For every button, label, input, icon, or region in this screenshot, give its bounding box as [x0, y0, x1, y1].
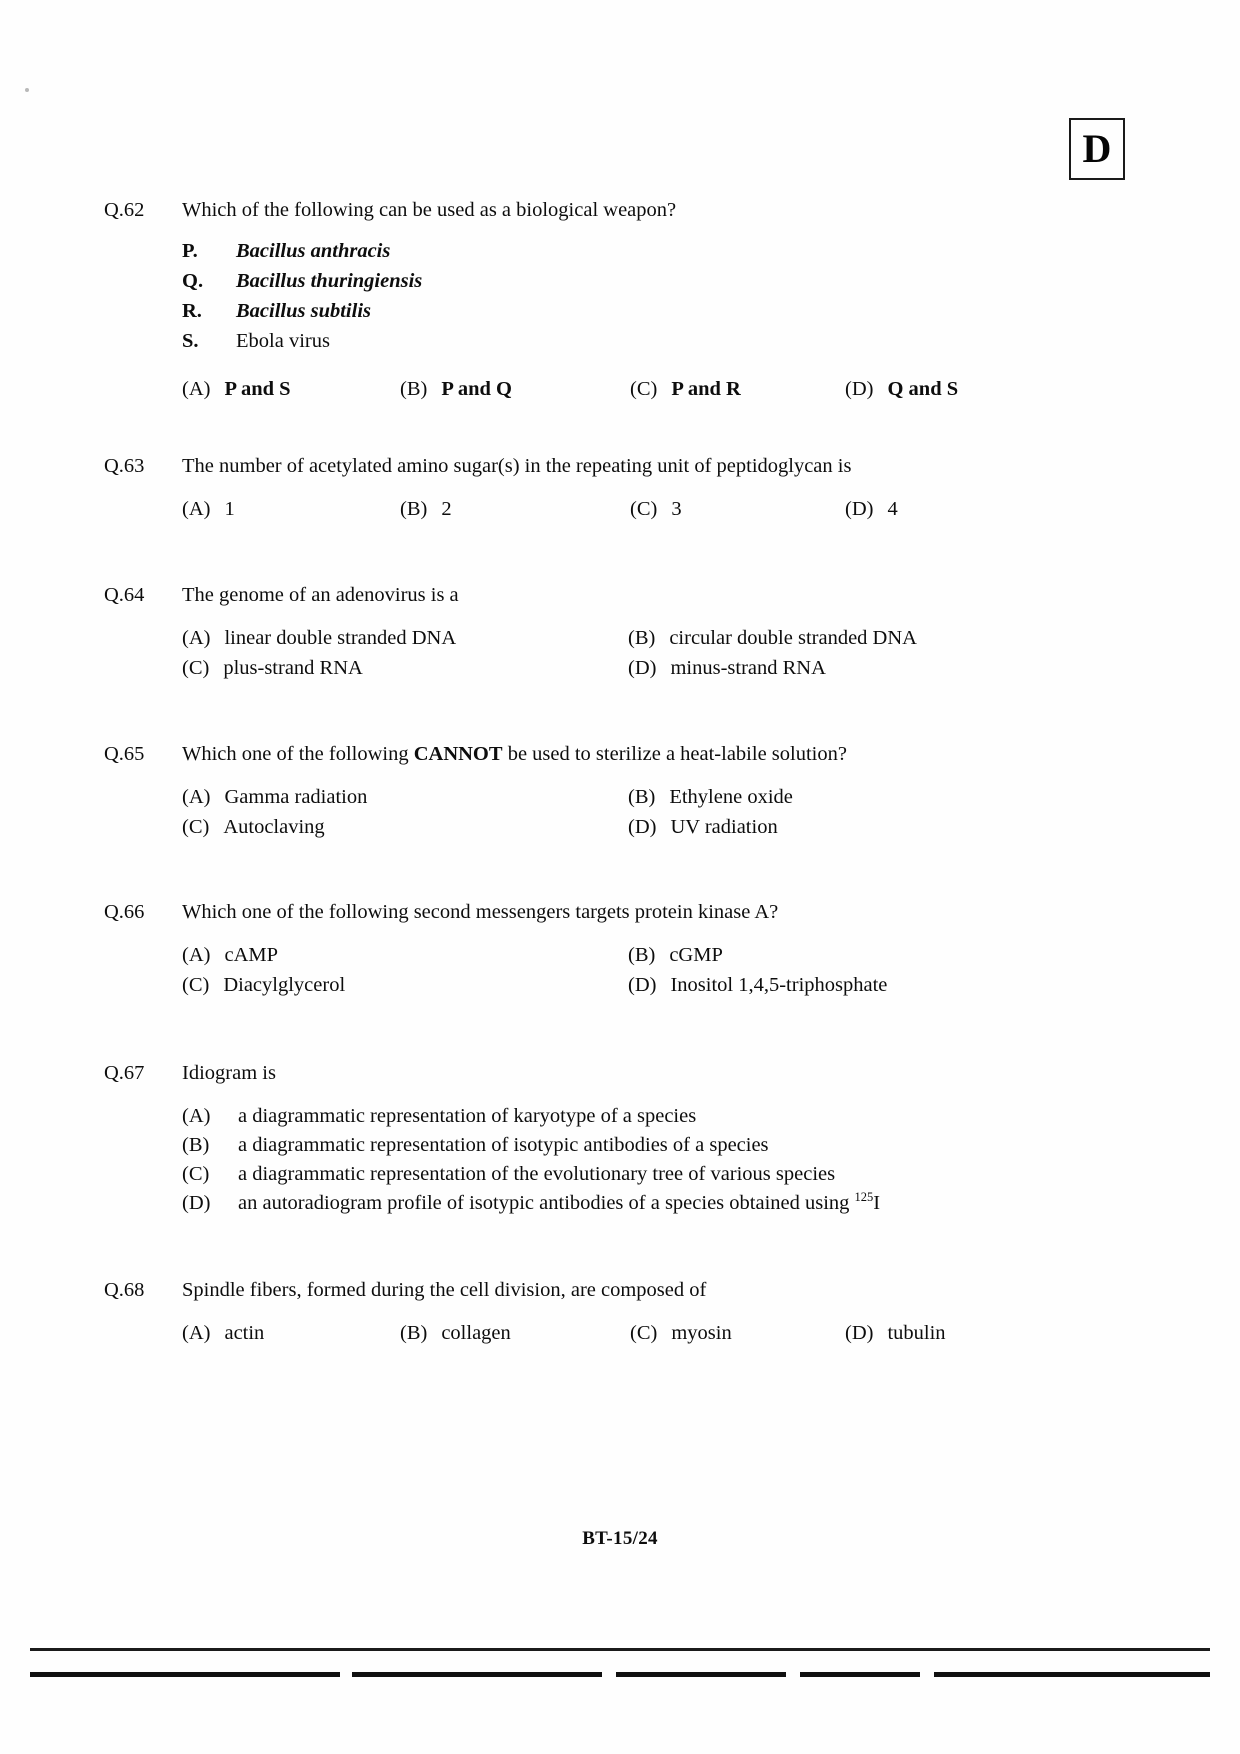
option-a[interactable] — [182, 498, 400, 521]
option-d[interactable] — [182, 1192, 1104, 1221]
scan-edge-bar — [352, 1672, 602, 1677]
option-grid — [182, 627, 1104, 687]
option-a[interactable] — [182, 627, 628, 650]
option-value: 4 — [887, 498, 898, 520]
stem-item — [182, 300, 1104, 330]
option-value: linear double stranded DNA — [224, 627, 457, 649]
option-key: (C) — [630, 378, 658, 400]
question-text: Which one of the following second messengers targets protein kinase A? — [182, 901, 779, 923]
option-key: (D) — [845, 498, 874, 520]
option-key: (A) — [182, 627, 211, 649]
option-d[interactable] — [845, 378, 1045, 401]
option-value: Inositol 1,4,5-triphosphate — [670, 974, 888, 996]
option-value: UV radiation — [670, 816, 778, 838]
option-row — [182, 627, 1104, 657]
stem-item-key: R. — [182, 300, 202, 322]
option-value: Autoclaving — [223, 816, 325, 838]
option-a[interactable] — [182, 1322, 400, 1345]
option-value: minus-strand RNA — [670, 657, 826, 679]
stem-item-value: Bacillus thuringiensis — [236, 270, 423, 292]
option-c[interactable] — [630, 378, 845, 401]
question-block-65 — [104, 740, 1104, 846]
option-value: circular double stranded DNA — [669, 627, 917, 649]
question-text: Idiogram is — [182, 1062, 276, 1084]
option-b[interactable] — [400, 378, 630, 401]
option-d[interactable] — [845, 1322, 1045, 1345]
option-grid — [182, 786, 1104, 846]
option-key: (D) — [182, 1192, 211, 1214]
option-key: (B) — [400, 1322, 428, 1344]
stem-item-key: S. — [182, 330, 199, 352]
question-text — [182, 740, 1104, 768]
scan-edge-bar — [800, 1672, 920, 1677]
option-c[interactable] — [630, 498, 845, 521]
option-key: (D) — [628, 816, 657, 838]
stem-item — [182, 240, 1104, 270]
option-value: P and Q — [441, 378, 512, 400]
option-key: (A) — [182, 786, 211, 808]
question-stem — [104, 581, 1104, 609]
option-value: Ethylene oxide — [669, 786, 793, 808]
option-key: (B) — [628, 786, 656, 808]
option-value: 3 — [671, 498, 682, 520]
option-value: P and R — [671, 378, 741, 400]
scan-edge-rule — [30, 1648, 1210, 1651]
stem-item-value: Ebola virus — [236, 330, 330, 352]
stem-item — [182, 330, 1104, 360]
scan-edge-bar — [616, 1672, 786, 1677]
option-b[interactable] — [628, 944, 1104, 967]
question-text-part1: Which one of the following — [182, 743, 414, 765]
option-b[interactable] — [628, 786, 1104, 809]
option-value — [238, 1192, 880, 1215]
question-block-64 — [104, 581, 1104, 687]
option-b[interactable] — [400, 498, 630, 521]
option-row — [182, 378, 1104, 401]
option-value: plus-strand RNA — [223, 657, 363, 679]
scan-edge-bar — [30, 1672, 340, 1677]
option-c[interactable] — [182, 974, 628, 997]
option-key: (D) — [845, 378, 874, 400]
option-value: collagen — [441, 1322, 511, 1344]
stem-item-key: P. — [182, 240, 198, 262]
question-stem — [104, 740, 1104, 768]
option-row — [182, 498, 1104, 521]
question-number: Q.63 — [104, 455, 145, 477]
option-row — [182, 944, 1104, 974]
question-number: Q.65 — [104, 743, 145, 765]
option-row — [182, 816, 1104, 846]
page-footer-code: BT-15/24 — [582, 1528, 658, 1549]
option-key: (B) — [400, 498, 428, 520]
option-key: (B) — [182, 1134, 210, 1156]
option-key: (A) — [182, 944, 211, 966]
option-a[interactable] — [182, 944, 628, 967]
option-value: a diagrammatic representation of karyotype of a species — [238, 1105, 697, 1127]
question-block-68 — [104, 1276, 1104, 1345]
option-a[interactable] — [182, 786, 628, 809]
option-value: cGMP — [669, 944, 723, 966]
option-key: (B) — [628, 944, 656, 966]
option-b[interactable] — [182, 1134, 1104, 1163]
question-stem — [104, 196, 1104, 224]
question-text: The genome of an adenovirus is a — [182, 584, 459, 606]
booklet-code-letter: D — [1082, 126, 1112, 171]
question-number: Q.64 — [104, 584, 145, 606]
question-text-emphasis: CANNOT — [413, 743, 503, 765]
question-block-66 — [104, 898, 1104, 1004]
stem-item — [182, 270, 1104, 300]
option-b[interactable] — [628, 627, 1104, 650]
option-value: tubulin — [887, 1322, 946, 1344]
stem-item-list — [182, 240, 1104, 360]
option-row — [182, 974, 1104, 1004]
option-row — [182, 1322, 1104, 1345]
option-value: actin — [224, 1322, 265, 1344]
option-c[interactable] — [182, 1163, 1104, 1192]
question-block-62 — [104, 196, 1104, 401]
stem-item-value: Bacillus anthracis — [236, 240, 391, 262]
question-block-63 — [104, 452, 1104, 521]
option-value: Q and S — [887, 378, 959, 400]
option-value: a diagrammatic representation of the evolutionary tree of various species — [238, 1163, 836, 1185]
question-number: Q.68 — [104, 1279, 145, 1301]
option-key: (C) — [182, 1163, 210, 1185]
scan-speck — [25, 88, 29, 92]
option-row — [182, 786, 1104, 816]
option-d[interactable] — [845, 498, 1045, 521]
booklet-code-box — [1069, 118, 1125, 180]
option-value: Diacylglycerol — [223, 974, 346, 996]
option-value: myosin — [671, 1322, 732, 1344]
option-value: Gamma radiation — [224, 786, 368, 808]
option-key: (A) — [182, 1105, 211, 1127]
option-key: (B) — [628, 627, 656, 649]
option-key: (D) — [628, 974, 657, 996]
option-key: (C) — [182, 974, 210, 996]
option-a[interactable] — [182, 1105, 1104, 1134]
option-list — [182, 1105, 1104, 1221]
isotope-element-symbol: I — [873, 1192, 881, 1214]
question-stem — [104, 452, 1104, 480]
option-d[interactable] — [628, 816, 1104, 839]
option-key: (C) — [182, 657, 210, 679]
option-key: (C) — [630, 498, 658, 520]
option-key: (D) — [628, 657, 657, 679]
question-number: Q.62 — [104, 199, 145, 221]
stem-item-value: Bacillus subtilis — [236, 300, 372, 322]
option-key: (A) — [182, 378, 211, 400]
question-block-67 — [104, 1059, 1104, 1221]
question-number: Q.67 — [104, 1062, 145, 1084]
option-key: (A) — [182, 1322, 211, 1344]
question-number: Q.66 — [104, 901, 145, 923]
option-c[interactable] — [182, 657, 628, 680]
isotope-mass-number: 125 — [854, 1190, 874, 1205]
option-value: 1 — [224, 498, 235, 520]
option-value: a diagrammatic representation of isotypic antibodies of a species — [238, 1134, 769, 1156]
option-d[interactable] — [628, 974, 1104, 997]
option-value: 2 — [441, 498, 452, 520]
option-d[interactable] — [628, 657, 1104, 680]
scan-edge-bar — [934, 1672, 1210, 1677]
option-a[interactable] — [182, 378, 400, 401]
option-key: (C) — [630, 1322, 658, 1344]
question-text: Which of the following can be used as a biological weapon? — [182, 199, 677, 221]
question-text: The number of acetylated amino sugar(s) in the repeating unit of peptidoglycan is — [182, 455, 852, 477]
option-key: (B) — [400, 378, 428, 400]
option-c[interactable] — [630, 1322, 845, 1345]
question-stem — [104, 898, 1104, 926]
option-b[interactable] — [400, 1322, 630, 1345]
option-key: (A) — [182, 498, 211, 520]
question-stem — [104, 1059, 1104, 1087]
option-grid — [182, 944, 1104, 1004]
question-stem — [104, 1276, 1104, 1304]
option-key: (D) — [845, 1322, 874, 1344]
option-c[interactable] — [182, 816, 628, 839]
stem-item-key: Q. — [182, 270, 204, 292]
question-text-part2: be used to sterilize a heat-labile solution? — [502, 743, 847, 765]
question-text: Spindle fibers, formed during the cell division, are composed of — [182, 1279, 707, 1301]
option-key: (C) — [182, 816, 210, 838]
option-value: P and S — [224, 378, 291, 400]
option-value-text: an autoradiogram profile of isotypic antibodies of a species obtained using — [238, 1192, 855, 1214]
option-row — [182, 657, 1104, 687]
option-value: cAMP — [224, 944, 279, 966]
